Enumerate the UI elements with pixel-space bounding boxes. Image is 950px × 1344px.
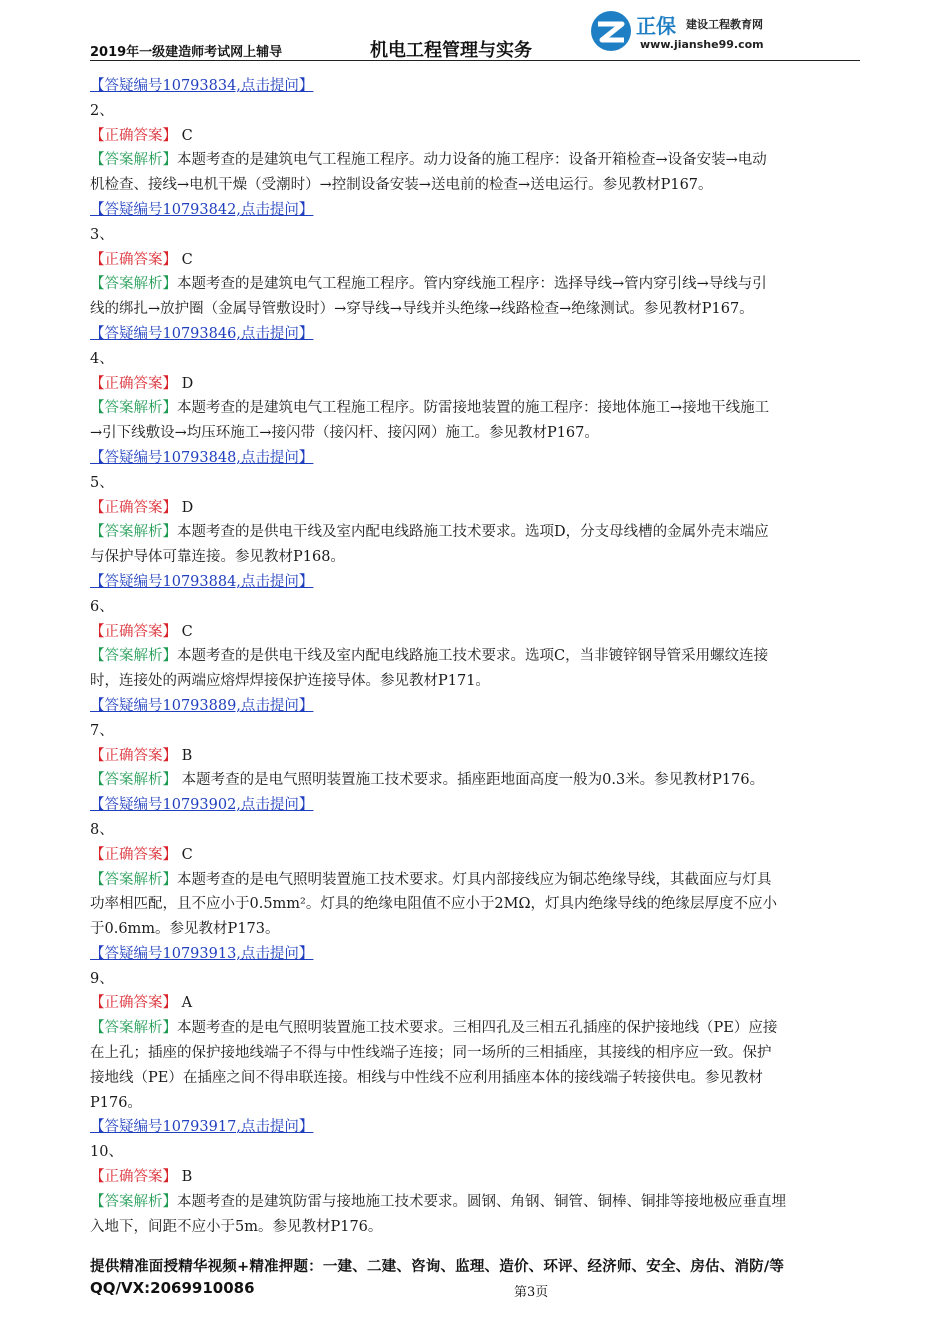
correct-answer-value: C <box>181 127 193 144</box>
analysis-label: 【答案解析】 <box>90 772 177 789</box>
correct-answer-label: 【正确答案】 <box>90 375 177 392</box>
correct-answer-label: 【正确答案】 <box>90 623 177 640</box>
logo-brand-text: 正保 <box>636 14 676 38</box>
question-number: 10、 <box>90 1144 123 1161</box>
correct-answer-value: D <box>181 375 194 392</box>
correct-answer-label: 【正确答案】 <box>90 1169 177 1186</box>
analysis-text: 本题考查的是建筑防雷与接地施工技术要求。圆钢、角钢、铜管、铜棒、铜排等接地极应垂直埋 <box>177 1193 786 1210</box>
correct-answer-label: 【正确答案】 <box>90 747 177 764</box>
ask-question-link[interactable]: 【答疑编号10793917,点击提问】 <box>90 1119 314 1136</box>
correct-answer-value: C <box>181 623 193 640</box>
analysis-text: 线的绑扎→放护圈（金属导管敷设时）→穿导线→导线并头绝缘→线路检查→绝缘测试。参见教材P167。 <box>90 301 754 318</box>
header-divider <box>90 60 860 61</box>
correct-answer-label: 【正确答案】 <box>90 251 177 268</box>
analysis-label: 【答案解析】 <box>90 871 177 888</box>
ask-question-link[interactable]: 【答疑编号10793846,点击提问】 <box>90 325 314 342</box>
ask-question-link[interactable]: 【答疑编号10793889,点击提问】 <box>90 697 314 714</box>
correct-answer-value: A <box>181 995 193 1012</box>
question-number: 2、 <box>90 102 114 119</box>
question-number: 3、 <box>90 226 114 243</box>
logo-url-text: www.jianshe99.com <box>640 38 764 51</box>
correct-answer-label: 【正确答案】 <box>90 499 177 516</box>
logo-sub-text: 建设工程教育网 <box>686 18 763 31</box>
analysis-text: 本题考查的是建筑电气工程施工程序。管内穿线施工程序：选择导线→管内穿引线→导线与引 <box>177 276 767 293</box>
analysis-label: 【答案解析】 <box>90 1020 177 1037</box>
analysis-text: 本题考查的是建筑电气工程施工程序。防雷接地装置的施工程序：接地体施工→接地干线施工 <box>177 400 770 417</box>
analysis-text: 本题考查的是电气照明装置施工技术要求。三相四孔及三相五孔插座的保护接地线（PE）应接 <box>177 1020 778 1037</box>
ask-question-link[interactable]: 【答疑编号10793884,点击提问】 <box>90 573 314 590</box>
correct-answer-value: B <box>181 1169 193 1186</box>
analysis-text: 本题考查的是建筑电气工程施工程序。动力设备的施工程序：设备开箱检查→设备安装→电动 <box>177 152 767 169</box>
page-number: 第3页 <box>514 1285 549 1300</box>
header-title: 机电工程管理与实务 <box>370 40 532 61</box>
question-number: 5、 <box>90 474 114 491</box>
analysis-label: 【答案解析】 <box>90 1193 177 1210</box>
ask-question-link[interactable]: 【答疑编号10793913,点击提问】 <box>90 945 314 962</box>
question-number: 4、 <box>90 350 114 367</box>
question-number: 8、 <box>90 821 114 838</box>
analysis-text: 本题考查的是电气照明装置施工技术要求。插座距地面高度一般为0.3米。参见教材P176。 <box>177 772 765 789</box>
analysis-text: 接地线（PE）在插座之间不得串联连接。相线与中性线不应利用插座本体的接线端子转接供电。参见教材 <box>90 1069 763 1086</box>
analysis-text: 在上孔；插座的保护接地线端子不得与中性线端子连接；同一场所的三相插座，其接线的相序应一致。保护 <box>90 1045 772 1062</box>
analysis-text: 于0.6mm。参见教材P173。 <box>90 921 280 938</box>
correct-answer-label: 【正确答案】 <box>90 127 177 144</box>
ask-question-link[interactable]: 【答疑编号10793842,点击提问】 <box>90 201 314 218</box>
correct-answer-label: 【正确答案】 <box>90 995 177 1012</box>
analysis-label: 【答案解析】 <box>90 648 177 665</box>
analysis-label: 【答案解析】 <box>90 400 177 417</box>
question-number: 6、 <box>90 598 114 615</box>
logo-swoosh-icon <box>588 8 634 54</box>
correct-answer-value: D <box>181 499 194 516</box>
header-course-text: 2019年一级建造师考试网上辅导 <box>90 45 283 60</box>
question-number: 7、 <box>90 722 114 739</box>
ask-question-link[interactable]: 【答疑编号10793902,点击提问】 <box>90 797 314 814</box>
analysis-label: 【答案解析】 <box>90 152 177 169</box>
analysis-text: 本题考查的是供电干线及室内配电线路施工技术要求。选项C，当非镀锌钢导管采用螺纹连接 <box>177 648 769 665</box>
brand-logo <box>588 8 858 58</box>
analysis-text: 功率相匹配，且不应小于0.5mm²。灯具的绝缘电阻值不应小于2MΩ，灯具内绝缘导线的绝缘层厚度不应小 <box>90 896 777 913</box>
ask-question-link[interactable]: 【答疑编号10793848,点击提问】 <box>90 449 314 466</box>
analysis-text: →引下线敷设→均压环施工→接闪带（接闪杆、接闪网）施工。参见教材P167。 <box>90 425 599 442</box>
analysis-text: 机检查、接线→电机干燥（受潮时）→控制设备安装→送电前的检查→送电运行。参见教材P167。 <box>90 177 713 194</box>
correct-answer-value: C <box>181 846 193 863</box>
analysis-text: 入地下，间距不应小于5m。参见教材P176。 <box>90 1218 383 1235</box>
correct-answer-value: C <box>181 251 193 268</box>
answer-list <box>90 74 860 1239</box>
analysis-text: 时，连接处的两端应熔焊焊接保护连接导体。参见教材P171。 <box>90 673 490 690</box>
page-header <box>90 6 860 60</box>
question-number: 9、 <box>90 970 114 987</box>
correct-answer-label: 【正确答案】 <box>90 846 177 863</box>
footer-promo-text: 提供精准面授精华视频+精准押题：一建、二建、咨询、监理、造价、环评、经济师、安全、房估、消防/等 <box>90 1259 785 1275</box>
analysis-text: 本题考查的是供电干线及室内配电线路施工技术要求。选项D，分支母线槽的金属外壳末端应 <box>177 524 769 541</box>
analysis-text: 本题考查的是电气照明装置施工技术要求。灯具内部接线应为铜芯绝缘导线，其截面应与灯具 <box>177 871 772 888</box>
correct-answer-value: B <box>181 747 193 764</box>
analysis-label: 【答案解析】 <box>90 276 177 293</box>
footer-contact-text: QQ/VX:2069910086 <box>90 1279 255 1297</box>
analysis-text: 与保护导体可靠连接。参见教材P168。 <box>90 549 345 566</box>
ask-question-link[interactable]: 【答疑编号10793834,点击提问】 <box>90 78 314 94</box>
analysis-text: P176。 <box>90 1094 142 1111</box>
analysis-label: 【答案解析】 <box>90 524 177 541</box>
